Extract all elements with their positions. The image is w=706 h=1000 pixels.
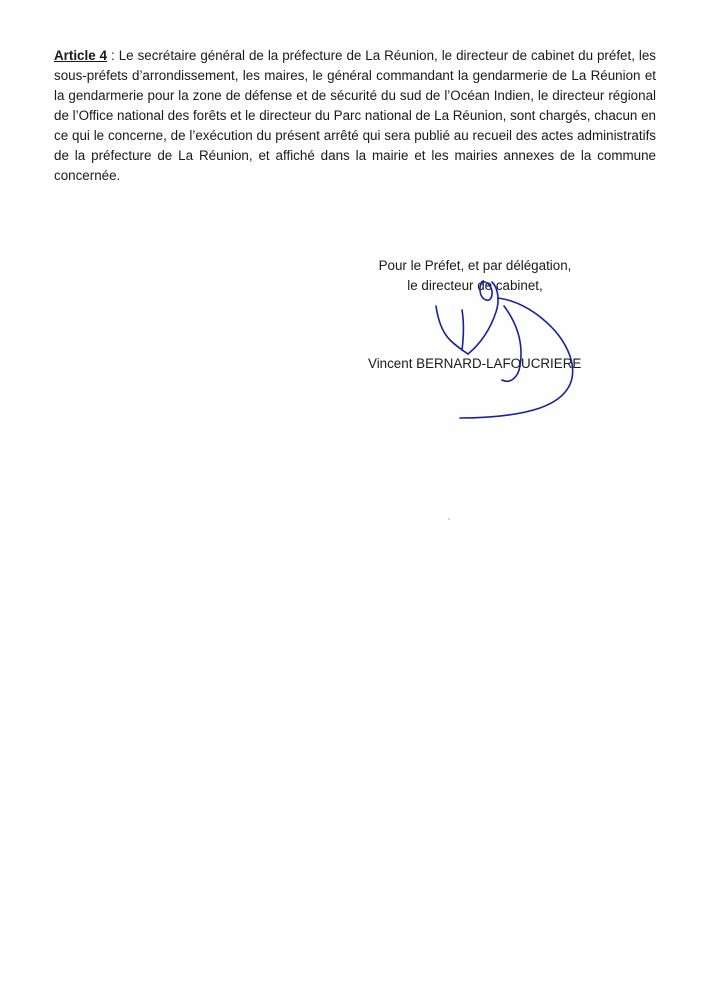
cabinet-line: le directeur de cabinet, [407,278,543,293]
article-4-paragraph [54,46,656,186]
handwritten-signature [420,270,590,430]
delegation-line: Pour le Préfet, et par délégation, [378,258,572,273]
article-separator: : [107,48,119,63]
article-label: Article 4 [54,48,108,63]
signatory-name: Vincent BERNARD-LAFOUCRIERE [368,356,582,371]
scan-speck [448,518,450,520]
article-body: Le secrétaire général de la préfecture de La Réunion, le directeur de cabinet du préfet, les sous-préfets d’arrondissement, les maires, le général commandant la gendarmerie de La Réunion et la gendarmerie pour la zone de défense et de sécurité du sud de l’Océan Indien, le directeur régional de l’Office national des forêts et le directeur du Parc national de La Réunion, sont chargés, chacun en ce qui le concerne, de l’exécution du présent arrêté qui sera publié au recueil des actes administratifs de la préfecture de La Réunion, et affiché dans la mairie et les mairies annexes de la commune concernée. [54,48,657,183]
